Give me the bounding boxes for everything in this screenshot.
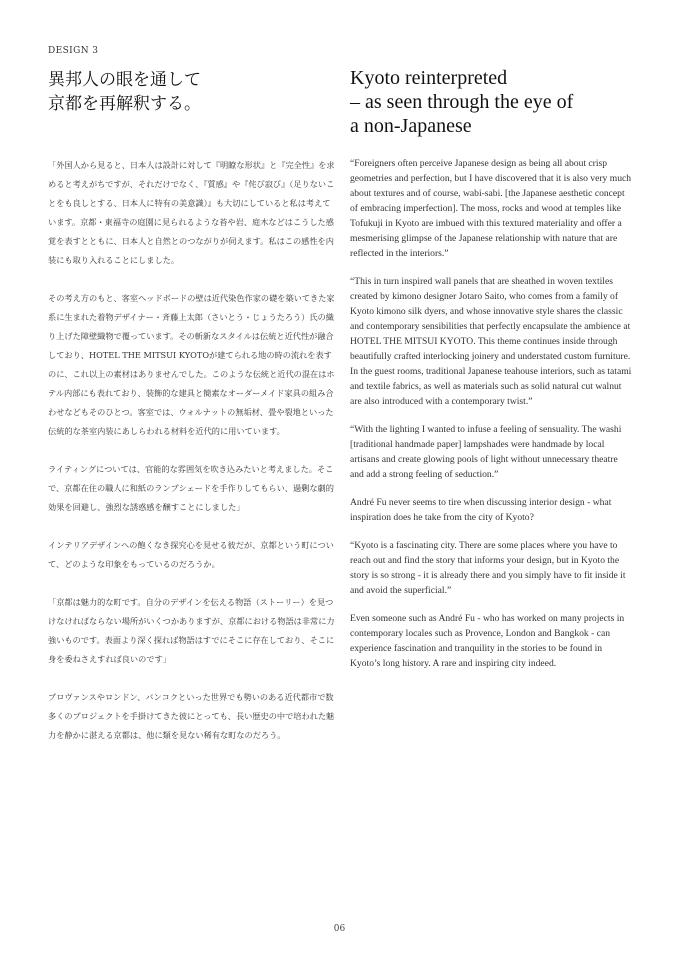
- english-title-line: Kyoto reinterpreted: [350, 67, 508, 89]
- japanese-body-column: [48, 156, 335, 764]
- english-title-line: – as seen through the eye of: [350, 91, 574, 113]
- english-paragraph: “With the lighting I wanted to infuse a feeling of sensuality. The washi [traditional handmade paper] lampshades were handmade by local artisans and create glowing pools of light without unnecessary theatre and add a strong feeling of seduction.”: [350, 424, 622, 480]
- page-number: 06: [333, 924, 346, 934]
- english-paragraph: Even someone such as André Fu - who has worked on many projects in contemporary locales such as Provence, London and Bangkok - can experience fascination and tranquility in the stories to be found in Kyoto’s long history. A rare and inspiring city indeed.: [350, 613, 625, 669]
- japanese-paragraph: その考え方のもと、客室ヘッドボードの壁は近代染色作家の礎を築いてきた家系に生まれた着物デザイナー・斉藤上太郎（さいとう・じょうたろう）氏の織り上げた障壁織物で覆っています。その斬新なスタイルは伝統と近代性が融合しており、HOTEL THE MITSUI KYOTOが建てられる地の時の流れを表すのに、これ以上の素材はありませんでした。このような伝統と近代の混在はホテル内部にも表れており、装飾的な建具と簡素なオーダーメイド家具の組み合わせなどもそのひとつ。客室では、ウォルナットの無垢材、畳や裂地といった伝統的な茶室内装にあしらわれる材料を近代的に用いています。: [48, 293, 335, 436]
- english-paragraph: “Kyoto is a fascinating city. There are some places where you have to reach out and find the story that informs your design, but in Kyoto the story is so strong - it is already there and you simply have to fit inside it and avoid the superficial.”: [350, 540, 626, 596]
- japanese-title: [48, 68, 308, 116]
- japanese-paragraph: ライティングについては、官能的な雰囲気を吹き込みたいと考えました。そこで、京都在住の職人に和紙のランプシェードを手作りしてもらい、過剰な劇的効果を回避し、強烈な誘惑感を醸すことにしました」: [48, 464, 334, 512]
- section-label: DESIGN 3: [48, 46, 99, 56]
- japanese-paragraph: プロヴァンスやロンドン、バンコクといった世界でも勢いのある近代都市で数多くのプロジェクトを手掛けてきた彼にとっても、長い歴史の中で培われた魅力を静かに湛える京都は、他に類を見ない稀有な町なのだろう。: [48, 692, 335, 740]
- english-paragraph: “This in turn inspired wall panels that are sheathed in woven textiles created by kimono designer Jotaro Saito, who comes from a family of Kyoto kimono silk dyers, and whose innovative style shares the classic and contemporary sensibilities that perfectly encapsulate the ambience at HOTEL THE MITSUI KYOTO. This theme continues inside through beautifully crafted interlocking joinery and understated custom furniture. In the guest rooms, traditional Japanese teahouse interiors, such as tatami and textile fabrics, as well as materials such as solid natural cut walnut are also introduced with a contemporary twist.”: [350, 276, 632, 407]
- english-title: [350, 66, 640, 138]
- english-paragraph: “Foreigners often perceive Japanese design as being all about crisp geometries and perfection, but I have discovered that it is also very much about textures and of course, wabi-sabi. [the Japanese aesthetic concept of embracing imperfection]. The moss, rocks and wood at temples like Tofukuji in Kyoto are imbued with this textured materiality and offer a mesmerising glimpse of the Japanese relationship with nature that are reflected in the interiors.”: [350, 158, 632, 259]
- japanese-paragraph: 「京都は魅力的な町です。自分のデザインを伝える物語（ストーリー）を見つけなければならない場所がいくつかありますが、京都における物語は非常に力強いものです。表面より深く探れば物語はすでにそこに存在しており、そこに身を委ねさえすれば良いのです」: [48, 597, 335, 664]
- english-body-column: [350, 156, 633, 684]
- japanese-paragraph: 「外国人から見ると、日本人は設計に対して『明瞭な形状』と『完全性』を求めると考えがちですが、それだけでなく、『質感』や『侘び寂び』（足りないことをも良しとする、日本人に特有の美意識）』も大切にしていると私は考えています。京都・東福寺の庭園に見られるような苔や岩、庭木などはこうした感覚を表すとともに、日本人と自然とのつながりが伺えます。私はこの感性を内装にも取り入れることにしました。: [48, 160, 335, 265]
- english-paragraph: André Fu never seems to tire when discussing interior design - what inspiration does he take from the city of Kyoto?: [350, 497, 612, 523]
- japanese-title-line: 異邦人の眼を通して: [48, 70, 201, 90]
- english-title-line: a non-Japanese: [350, 115, 472, 137]
- japanese-title-line: 京都を再解釈する。: [48, 94, 201, 114]
- japanese-paragraph: インテリアデザインへの飽くなき探究心を見せる彼だが、京都という町について、どのような印象をもっているのだろうか。: [48, 540, 334, 569]
